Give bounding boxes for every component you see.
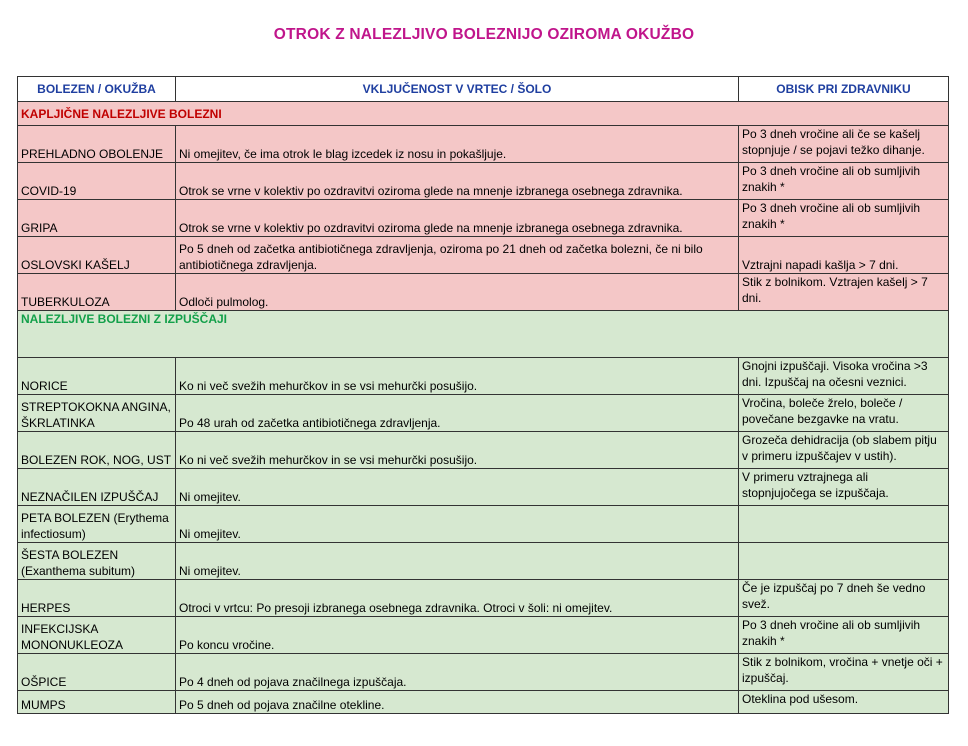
- disease-cell: COVID-19: [18, 163, 176, 200]
- visit-cell: Stik z bolnikom, vročina + vnetje oči + izpuščaj.: [739, 654, 949, 691]
- section-title: NALEZLJIVE BOLEZNI Z IZPUŠČAJI: [18, 311, 949, 358]
- table-row: [18, 126, 949, 163]
- disease-cell: PETA BOLEZEN (Erythema infectiosum): [18, 506, 176, 543]
- inclusion-cell: Po koncu vročine.: [176, 617, 739, 654]
- visit-cell: Po 3 dneh vročine ali ob sumljivih znakih *: [739, 617, 949, 654]
- section-title: KAPLJIČNE NALEZLJIVE BOLEZNI: [18, 102, 949, 126]
- visit-cell: Vročina, boleče žrelo, boleče / povečane bezgavke na vratu.: [739, 395, 949, 432]
- visit-cell: Vztrajni napadi kašlja > 7 dni.: [739, 237, 949, 274]
- section-header-droplet: [18, 102, 949, 126]
- table-row: [18, 654, 949, 691]
- inclusion-cell: Ni omejitev.: [176, 506, 739, 543]
- visit-cell: [739, 543, 949, 580]
- disease-cell: NORICE: [18, 358, 176, 395]
- visit-cell: Po 3 dneh vročine ali ob sumljivih znakih *: [739, 163, 949, 200]
- disease-cell: MUMPS: [18, 691, 176, 714]
- inclusion-cell: Po 5 dneh od začetka antibiotičnega zdravljenja, oziroma po 21 dneh od začetka bolezni, če ni bilo antibiotičnega zdravljenja.: [176, 237, 739, 274]
- disease-cell: BOLEZEN ROK, NOG, UST: [18, 432, 176, 469]
- visit-cell: Če je izpuščaj po 7 dneh še vedno svež.: [739, 580, 949, 617]
- inclusion-cell: Odloči pulmolog.: [176, 274, 739, 311]
- header-visit: OBISK PRI ZDRAVNIKU: [739, 77, 949, 102]
- inclusion-cell: Ni omejitev.: [176, 543, 739, 580]
- table-row: [18, 617, 949, 654]
- inclusion-cell: Po 48 urah od začetka antibiotičnega zdravljenja.: [176, 395, 739, 432]
- table-row: [18, 469, 949, 506]
- inclusion-cell: Otrok se vrne v kolektiv po ozdravitvi oziroma glede na mnenje izbranega osebnega zdravnika.: [176, 200, 739, 237]
- inclusion-cell: Otrok se vrne v kolektiv po ozdravitvi oziroma glede na mnenje izbranega osebnega zdravnika.: [176, 163, 739, 200]
- header-disease: BOLEZEN / OKUŽBA: [18, 77, 176, 102]
- disease-cell: INFEKCIJSKA MONONUKLEOZA: [18, 617, 176, 654]
- visit-cell: Grozeča dehidracija (ob slabem pitju v primeru izpuščajev v ustih).: [739, 432, 949, 469]
- disease-cell: NEZNAČILEN IZPUŠČAJ: [18, 469, 176, 506]
- disease-cell: TUBERKULOZA: [18, 274, 176, 311]
- inclusion-cell: Po 5 dneh od pojava značilne otekline.: [176, 691, 739, 714]
- visit-cell: Oteklina pod ušesom.: [739, 691, 949, 714]
- visit-cell: Po 3 dneh vročine ali če se kašelj stopnjuje / se pojavi težko dihanje.: [739, 126, 949, 163]
- visit-cell: Stik z bolnikom. Vztrajen kašelj > 7 dni.: [739, 274, 949, 311]
- inclusion-cell: Ko ni več svežih mehurčkov in se vsi mehurčki posušijo.: [176, 358, 739, 395]
- disease-table: [17, 76, 949, 714]
- header-inclusion: VKLJUČENOST V VRTEC / ŠOLO: [176, 77, 739, 102]
- table-row: [18, 580, 949, 617]
- disease-cell: ŠESTA BOLEZEN (Exanthema subitum): [18, 543, 176, 580]
- visit-cell: Gnojni izpuščaji. Visoka vročina >3 dni. Izpuščaj na očesni veznici.: [739, 358, 949, 395]
- section-header-rash: [18, 311, 949, 358]
- page-title: OTROK Z NALEZLJIVO BOLEZNIJO OZIROMA OKUŽBO: [273, 26, 695, 43]
- inclusion-cell: Ni omejitev, če ima otrok le blag izcedek iz nosu in pokašljuje.: [176, 126, 739, 163]
- disease-cell: OSLOVSKI KAŠELJ: [18, 237, 176, 274]
- visit-cell: Po 3 dneh vročine ali ob sumljivih znakih *: [739, 200, 949, 237]
- table-row: [18, 274, 949, 311]
- inclusion-cell: Otroci v vrtcu: Po presoji izbranega osebnega zdravnika. Otroci v šoli: ni omejitev.: [176, 580, 739, 617]
- visit-cell: [739, 506, 949, 543]
- inclusion-cell: Ko ni več svežih mehurčkov in se vsi mehurčki posušijo.: [176, 432, 739, 469]
- table-row: [18, 432, 949, 469]
- disease-cell: PREHLADNO OBOLENJE: [18, 126, 176, 163]
- table-row: [18, 506, 949, 543]
- table-row: [18, 163, 949, 200]
- table-header-row: [18, 77, 949, 102]
- visit-cell: V primeru vztrajnega ali stopnjujočega se izpuščaja.: [739, 469, 949, 506]
- table-row: [18, 358, 949, 395]
- table-row: [18, 200, 949, 237]
- disease-cell: HERPES: [18, 580, 176, 617]
- table-row: [18, 395, 949, 432]
- table-row: [18, 237, 949, 274]
- disease-cell: GRIPA: [18, 200, 176, 237]
- table-row: [18, 543, 949, 580]
- disease-cell: OŠPICE: [18, 654, 176, 691]
- inclusion-cell: Ni omejitev.: [176, 469, 739, 506]
- table-row: [18, 691, 949, 714]
- inclusion-cell: Po 4 dneh od pojava značilnega izpuščaja.: [176, 654, 739, 691]
- disease-cell: STREPTOKOKNA ANGINA, ŠKRLATINKA: [18, 395, 176, 432]
